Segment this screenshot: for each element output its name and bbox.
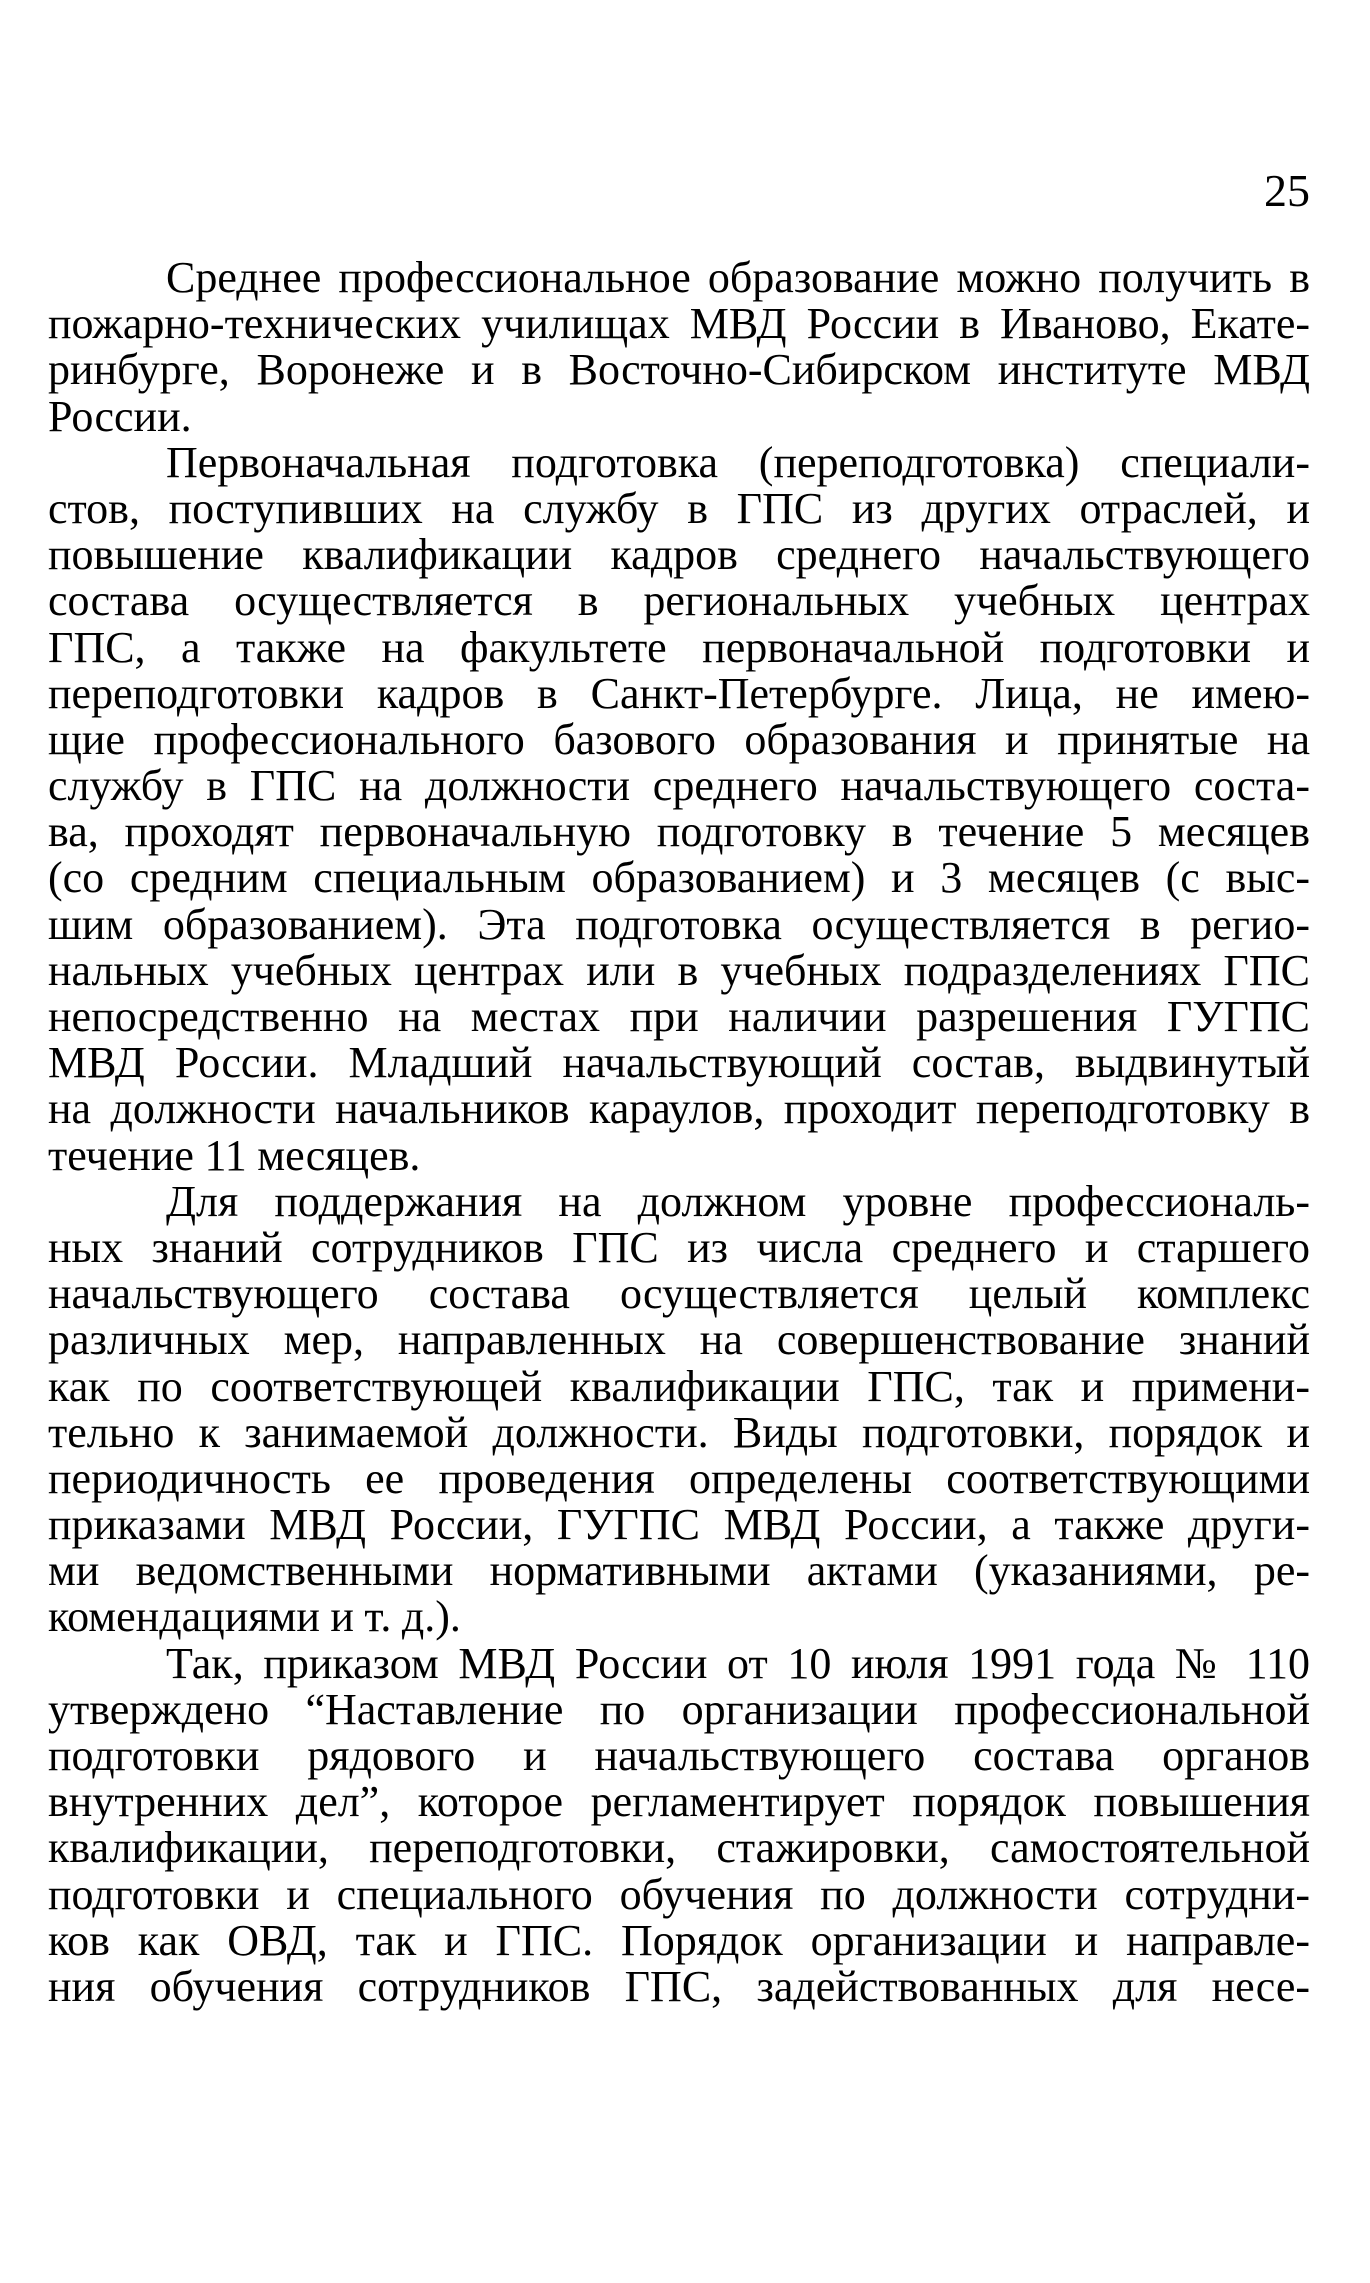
text-line: тельно к занимаемой должности. Виды подготовки, порядок и: [48, 1407, 1310, 1457]
text-line: приказами МВД России, ГУГПС МВД России, а также други-: [48, 1500, 1310, 1550]
text-line: ных знаний сотрудников ГПС из числа среднего и старшего: [48, 1222, 1310, 1272]
text-line: утверждено “Наставление по организации профессиональной: [48, 1684, 1310, 1734]
text-line: внутренних дел”, которое регламентирует порядок повышения: [48, 1777, 1310, 1827]
text-line: ния обучения сотрудников ГПС, задействованных для несе-: [48, 1961, 1310, 2011]
text-line: МВД России. Младший начальствующий состав, выдвинутый: [48, 1038, 1310, 1088]
text-line: Среднее профессиональное образование можно получить в: [166, 253, 1310, 302]
text-line: квалификации, переподготовки, стажировки, самостоятельной: [48, 1823, 1310, 1873]
text-line: комендациями и т. д.).: [48, 1592, 461, 1642]
text-line: России.: [48, 391, 192, 441]
text-line: службу в ГПС на должности среднего начальствующего соста-: [48, 761, 1310, 811]
text-line: ков как ОВД, так и ГПС. Порядок организации и направле-: [48, 1915, 1310, 1965]
text-line: Первоначальная подготовка (переподготовка) специали-: [166, 437, 1310, 487]
text-line: подготовки и специального обучения по должности сотрудни-: [48, 1869, 1310, 1919]
text-line: переподготовки кадров в Санкт-Петербурге. Лица, не имею-: [48, 668, 1310, 718]
document-page: [48, 0, 1310, 2283]
text-line: ринбурге, Воронеже и в Восточно-Сибирском институте МВД: [48, 345, 1310, 395]
text-line: повышение квалификации кадров среднего начальствующего: [48, 530, 1310, 580]
text-line: шим образованием). Эта подготовка осуществляется в регио-: [48, 899, 1310, 949]
text-line: непосредственно на местах при наличии разрешения ГУГПС: [48, 992, 1310, 1041]
text-line: как по соответствующей квалификации ГПС, так и примени-: [48, 1361, 1310, 1411]
text-line: на должности начальников караулов, проходит переподготовку в: [48, 1084, 1310, 1134]
text-line: Для поддержания на должном уровне профессиональ-: [166, 1176, 1310, 1226]
text-line: нальных учебных центрах или в учебных подразделениях ГПС: [48, 945, 1310, 995]
text-line: (со средним специальным образованием) и 3 месяцев (с выс-: [48, 853, 1310, 903]
text-line: ГПС, а также на факультете первоначальной подготовки и: [48, 622, 1310, 672]
text-line: подготовки рядового и начальствующего состава органов: [48, 1731, 1310, 1780]
page-number: 25: [1264, 165, 1310, 216]
body-text: [48, 255, 1310, 2010]
text-line: течение 11 месяцев.: [48, 1130, 421, 1180]
text-line: пожарно-технических училищах МВД России в Иваново, Екате-: [48, 299, 1310, 349]
text-line: ва, проходят первоначальную подготовку в течение 5 месяцев: [48, 807, 1310, 857]
text-line: состава осуществляется в региональных учебных центрах: [48, 576, 1310, 626]
text-line: Так, приказом МВД России от 10 июля 1991 года № 110: [166, 1638, 1310, 1688]
text-line: ми ведомственными нормативными актами (указаниями, ре-: [48, 1546, 1310, 1596]
text-line: начальствующего состава осуществляется целый комплекс: [48, 1269, 1310, 1319]
text-line: периодичность ее проведения определены соответствующими: [48, 1453, 1310, 1503]
text-line: стов, поступивших на службу в ГПС из других отраслей, и: [48, 483, 1310, 533]
text-line: щие профессионального базового образования и принятые на: [48, 714, 1310, 764]
text-line: различных мер, направленных на совершенствование знаний: [48, 1315, 1310, 1365]
